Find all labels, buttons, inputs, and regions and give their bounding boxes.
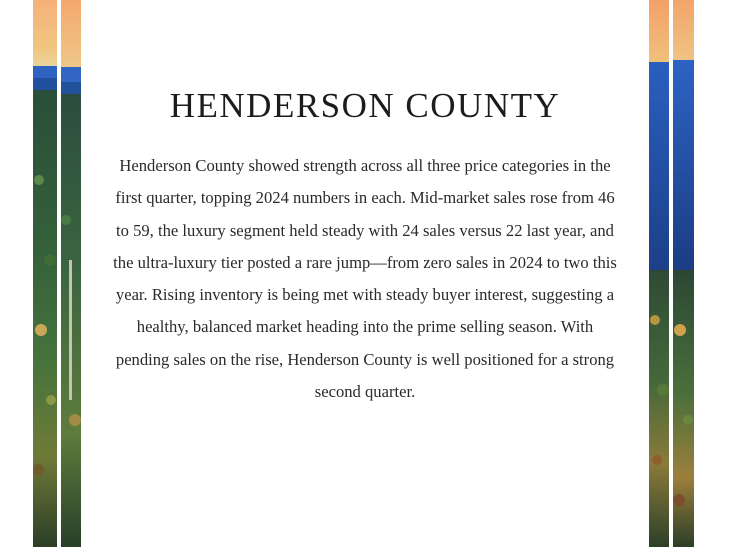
page-title: HENDERSON COUNTY [169, 86, 561, 125]
mountain-photo-strip-right-outer [673, 0, 694, 547]
mountain-photo-strip-left-outer [33, 0, 57, 547]
county-summary-paragraph: Henderson County showed strength across all three price categories in the first quarter, topping 2024 numbers in each. Mid-market sales rose from 46 to 59, the luxury segment held steady with 24 sales versus 22 last year, and the ultra-luxury tier posted a rare jump—from zero sales in 2024 to two this year. Rising inventory is being met with steady buyer interest, suggesting a healthy, balanced market heading into the prime selling season. With pending sales on the rise, Henderson County is well positioned for a strong second quarter. [113, 156, 617, 402]
mountain-photo-strip-right-inner [649, 0, 669, 547]
mountain-photo-strip-left-inner [61, 0, 81, 547]
